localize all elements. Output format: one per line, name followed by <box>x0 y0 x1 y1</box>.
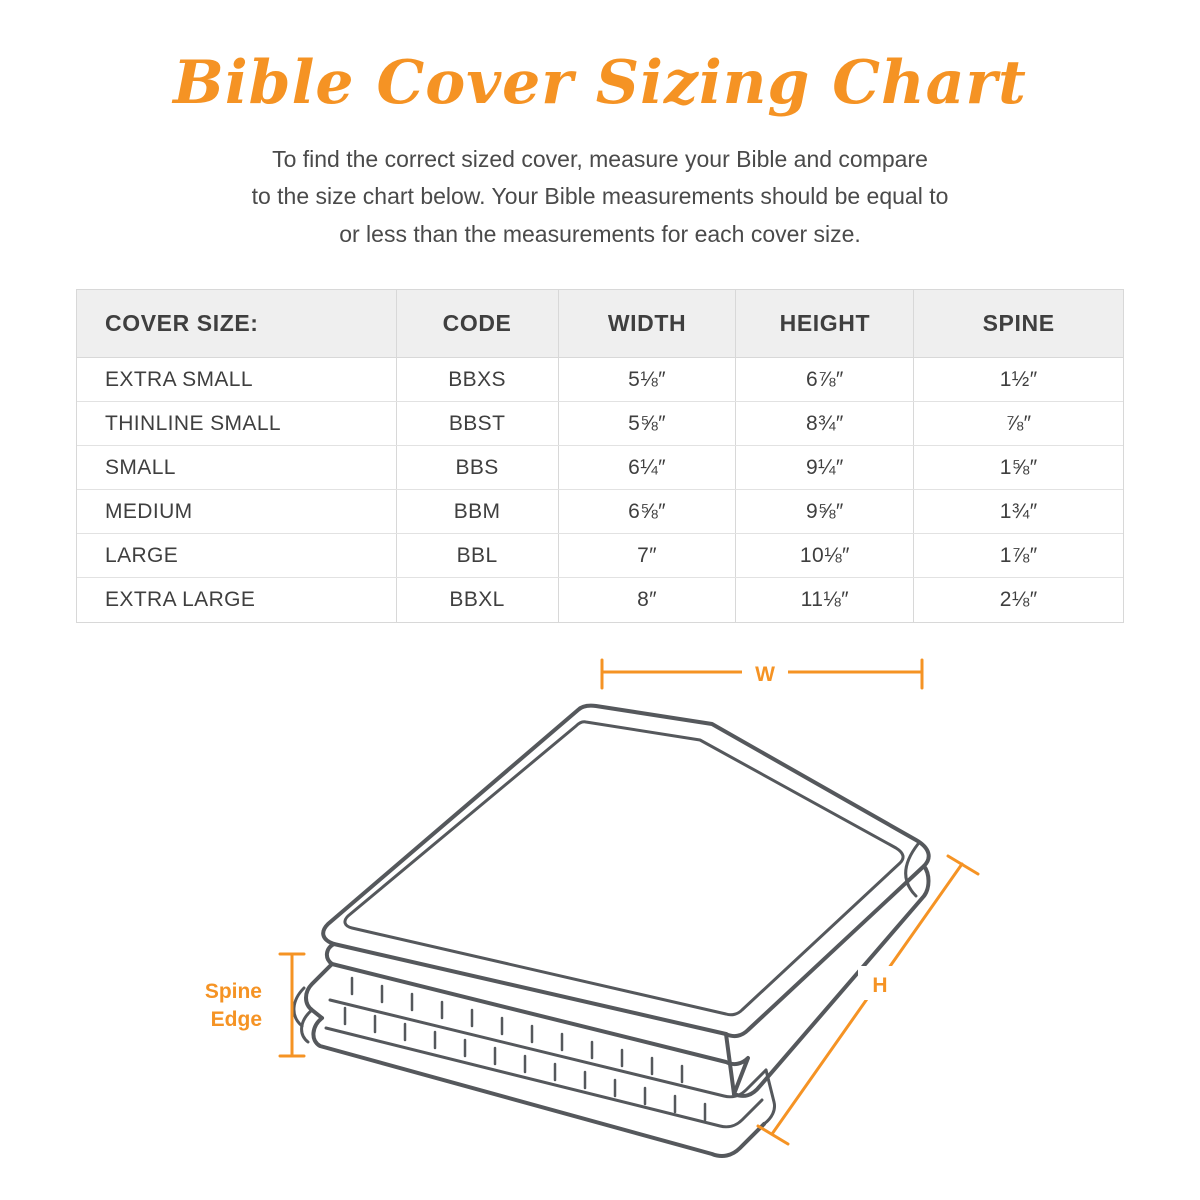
cell-width: 6⅝″ <box>558 490 736 534</box>
height-tick-top <box>948 856 978 874</box>
size-table-container <box>76 289 1124 623</box>
book-diagram <box>0 648 1200 1200</box>
spine-label-line-1: Spine <box>204 980 262 1003</box>
cell-height: 10⅛″ <box>736 534 914 578</box>
table-row <box>77 358 1123 402</box>
book-illustration <box>294 706 929 1156</box>
cell-height: 6⅞″ <box>736 358 914 402</box>
width-label: W <box>755 663 775 686</box>
cell-spine: 1½″ <box>914 358 1123 402</box>
page-subtitle <box>160 141 1040 253</box>
cell-height: 9¼″ <box>736 446 914 490</box>
column-header-width: WIDTH <box>558 290 736 358</box>
table-row <box>77 534 1123 578</box>
column-header-code: CODE <box>396 290 558 358</box>
cell-code: BBL <box>396 534 558 578</box>
page-title: Bible Cover Sizing Chart <box>173 48 1027 118</box>
column-header-cover-size: COVER SIZE: <box>77 290 396 358</box>
height-label: H <box>872 974 888 997</box>
cell-size: EXTRA SMALL <box>77 358 396 402</box>
subtitle-line-3: or less than the measurements for each cover size. <box>339 220 861 247</box>
cell-spine: 1⅞″ <box>914 534 1123 578</box>
cell-spine: ⅞″ <box>914 402 1123 446</box>
cell-size: THINLINE SMALL <box>77 402 396 446</box>
subtitle-line-1: To find the correct sized cover, measure your Bible and compare <box>272 146 928 172</box>
cell-size: MEDIUM <box>77 490 396 534</box>
table-row <box>77 402 1123 446</box>
cell-width: 5⅛″ <box>558 358 736 402</box>
subtitle-line-2: to the size chart below. Your Bible measurements should be equal to <box>251 183 949 210</box>
size-table <box>77 290 1123 622</box>
cell-size: EXTRA LARGE <box>77 578 396 622</box>
table-row <box>77 578 1123 622</box>
cell-code: BBS <box>396 446 558 490</box>
cell-spine: 1¾″ <box>914 490 1123 534</box>
table-header-row <box>77 290 1123 358</box>
cell-height: 11⅛″ <box>736 578 914 622</box>
cell-width: 8″ <box>558 578 736 622</box>
height-tick-bottom <box>758 1126 788 1144</box>
cell-spine: 1⅝″ <box>914 446 1123 490</box>
spine-label-line-2: Edge <box>210 1008 262 1031</box>
column-header-spine: SPINE <box>914 290 1123 358</box>
table-row <box>77 446 1123 490</box>
cell-width: 5⅝″ <box>558 402 736 446</box>
cover-top-face <box>323 706 928 1036</box>
cell-size: SMALL <box>77 446 396 490</box>
page-line-2 <box>326 1028 762 1127</box>
cell-code: BBXL <box>396 578 558 622</box>
cell-width: 6¼″ <box>558 446 736 490</box>
pages-outline <box>313 1018 764 1156</box>
cell-width: 7″ <box>558 534 736 578</box>
cell-code: BBM <box>396 490 558 534</box>
cell-code: BBXS <box>396 358 558 402</box>
cell-code: BBST <box>396 402 558 446</box>
cell-height: 8¾″ <box>736 402 914 446</box>
cell-spine: 2⅛″ <box>999 588 1038 611</box>
cell-size: LARGE <box>77 534 396 578</box>
table-row <box>77 490 1123 534</box>
cell-height: 9⅝″ <box>736 490 914 534</box>
column-header-height: HEIGHT <box>736 290 914 358</box>
spine-dimension <box>280 954 304 1056</box>
